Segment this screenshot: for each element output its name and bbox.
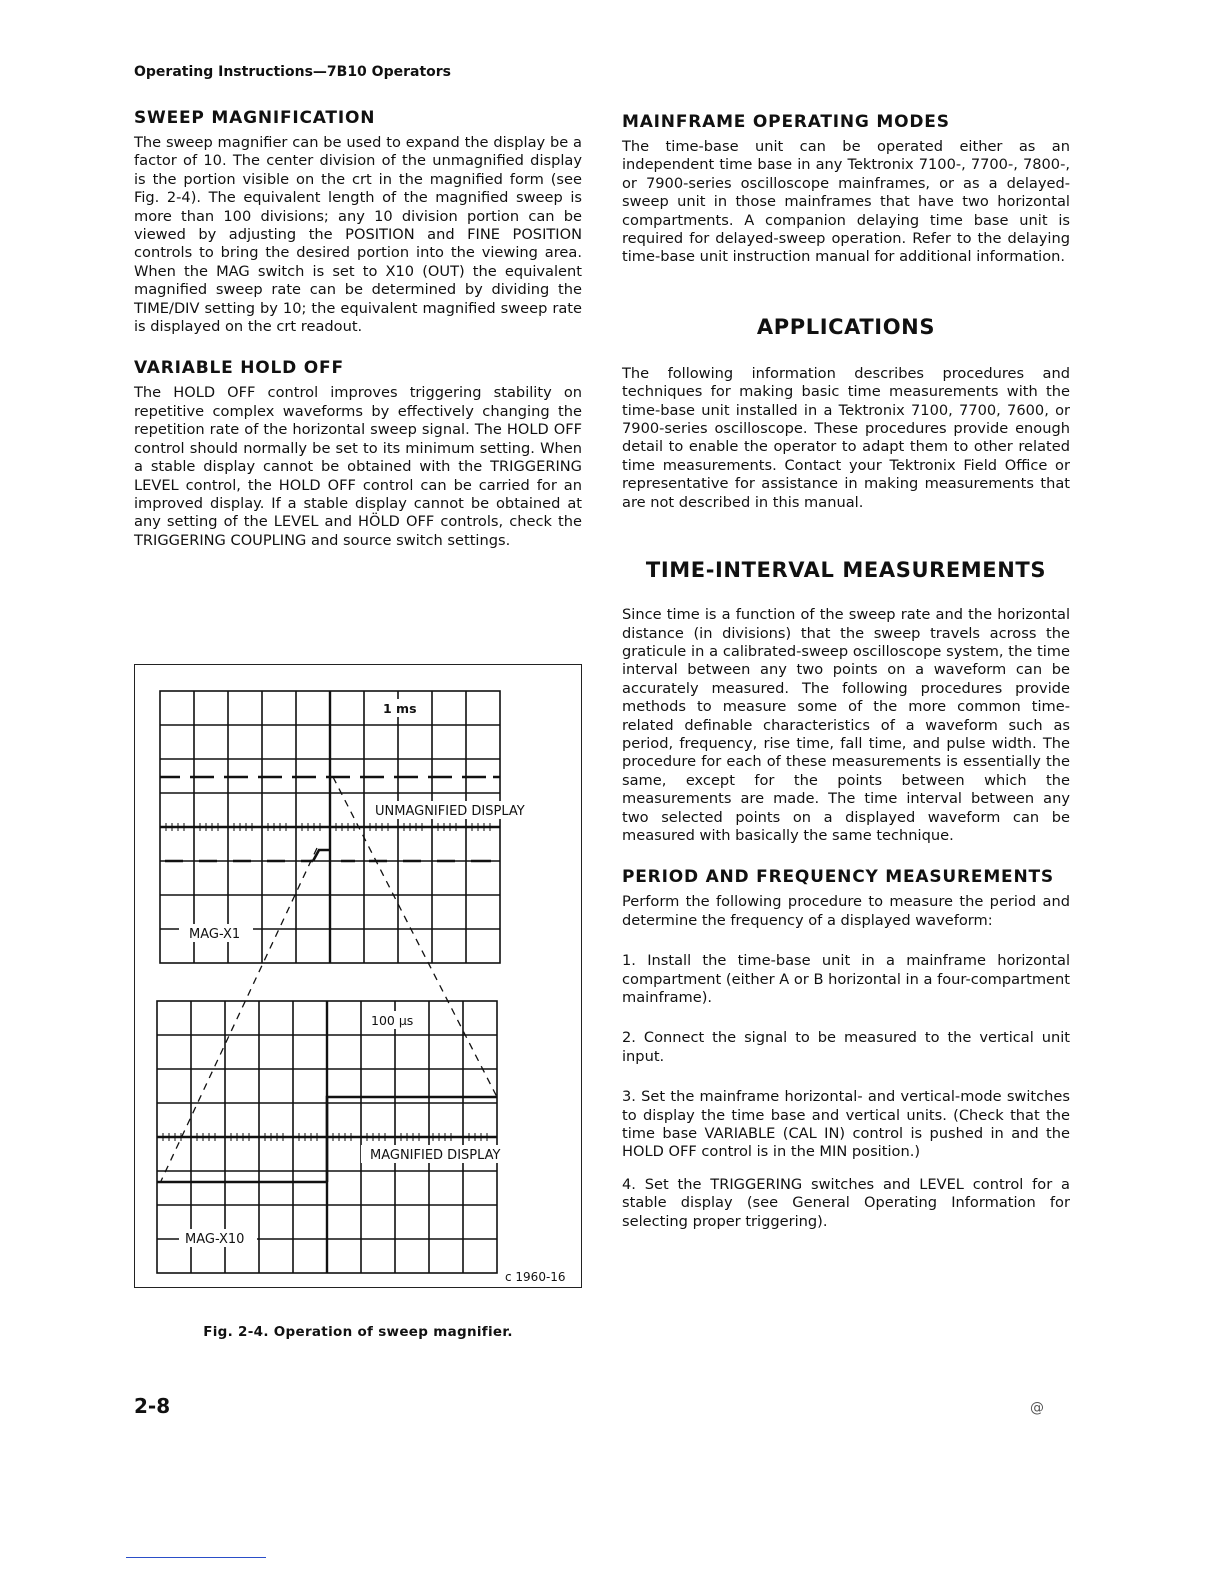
procedure-step-4: 4. Set the TRIGGERING switches and LEVEL control for a stable display (see General Operating Information for selecting proper triggering). <box>622 1175 1070 1230</box>
figure-drawing <box>135 665 581 1287</box>
magnified-trace <box>157 1097 497 1182</box>
variable-hold-off-heading: VARIABLE HOLD OFF <box>134 358 344 379</box>
period-frequency-heading: PERIOD AND FREQUENCY MEASUREMENTS <box>622 867 1054 888</box>
variable-hold-off-body: The HOLD OFF control improves triggering stability on repetitive complex waveforms by effectively changing the repetition rate of the horizontal sweep signal. The HOLD OFF control should normally be set to its minimum setting. When a stable display cannot be obtained with the TRIGGERING LEVEL control, the HOLD OFF control can be carried for an improved display. If a stable display cannot be obtained at any setting of the LEVEL and HÖLD OFF controls, check the TRIGGERING COUPLING and source switch settings. <box>134 384 582 549</box>
procedure-step-1: 1. Install the time-base unit in a mainframe horizontal compartment (either A or B horizontal in a four-compartment mainframe). <box>622 952 1070 1006</box>
lower-time-label: 100 μs <box>371 1013 414 1028</box>
left-column <box>134 108 582 550</box>
upper-display-label: UNMAGNIFIED DISPLAY <box>375 804 525 819</box>
figure-id: c 1960-16 <box>505 1270 566 1284</box>
lower-mag-label: MAG-X10 <box>185 1232 245 1247</box>
applications-heading: APPLICATIONS <box>756 314 936 339</box>
figure-caption: Fig. 2-4. Operation of sweep magnifier. <box>203 1324 513 1340</box>
procedure-step-3: 3. Set the mainframe horizontal- and vertical-mode switches to display the time base and vertical units. (Check that the time base VARIABLE (CAL IN) control is pushed in and the HOLD OFF control is in the MIN position.) <box>622 1088 1070 1161</box>
time-interval-body: Since time is a function of the sweep rate and the horizontal distance (in divisions) that the sweep travels across the graticule in a calibrated-sweep oscilloscope system, the time interval between any two points on a waveform can be accurately measured. The following procedures provide methods to measure some of the more common time-related definable characteristics of a waveform such as period, frequency, rise time, fall time, and pulse width. The procedure for each of these measurements is essentially the same, except for the points between which the measurements are made. The time interval between any two selected points on a displayed waveform can be measured with basically the same technique. <box>622 606 1070 844</box>
running-head: Operating Instructions—7B10 Operators <box>134 64 451 80</box>
mainframe-modes-body: The time-base unit can be operated either as an independent time base in any Tektronix 7100-, 7700-, 7800-, or 7900-series oscilloscope mainframes, or as a delayed-sweep unit in those mainframes that have two horizontal compartments. A companion delaying time base unit is required for delayed-sweep operation. Refer to the delaying time-base unit instruction manual for additional information. <box>622 138 1070 266</box>
period-frequency-intro: Perform the following procedure to measure the period and determine the frequency of a displayed waveform: <box>622 893 1070 929</box>
upper-time-label: 1 ms <box>383 701 417 716</box>
applications-body: The following information describes procedures and techniques for making basic time measurements with the time-base unit installed in a Tektronix 7100, 7700, 7600, or 7900-series oscilloscope. These procedures provide enough detail to enable the operator to adapt them to other related time measurements. Contact your Tektronix Field Office or representative for assistance in making measurements that are not described in this manual. <box>622 364 1070 511</box>
upper-mag-label: MAG-X1 <box>189 927 241 942</box>
copyright-mark: @ <box>1030 1400 1044 1416</box>
right-column <box>622 112 1070 1231</box>
time-interval-heading: TIME-INTERVAL MEASUREMENTS <box>645 558 1047 583</box>
sweep-magnification-body: The sweep magnifier can be used to expand the display be a factor of 10. The center division of the unmagnified display is the portion visible on the crt in the magnified form (see Fig. 2-4). The equivalent length of the magnified sweep is more than 100 divisions; any 10 division portion can be viewed by adjusting the POSITION and FINE POSITION controls to bring the desired portion into the viewing area. When the MAG switch is set to X10 (OUT) the equivalent magnified sweep rate can be determined by dividing the TIME/DIV setting by 10; the equivalent magnified sweep rate is displayed on the crt readout. <box>134 134 582 336</box>
figure-sweep-magnifier <box>134 664 582 1288</box>
procedure-step-2: 2. Connect the signal to be measured to the vertical unit input. <box>622 1029 1070 1065</box>
sweep-magnification-heading: SWEEP MAGNIFICATION <box>134 108 376 128</box>
unmagnified-trace-low <box>165 850 491 861</box>
page-number: 2-8 <box>134 1394 171 1418</box>
scan-artifact-line <box>126 1557 266 1558</box>
upper-center-axes <box>160 691 500 963</box>
lower-display-label: MAGNIFIED DISPLAY <box>370 1148 501 1163</box>
mainframe-modes-heading: MAINFRAME OPERATING MODES <box>622 112 950 132</box>
